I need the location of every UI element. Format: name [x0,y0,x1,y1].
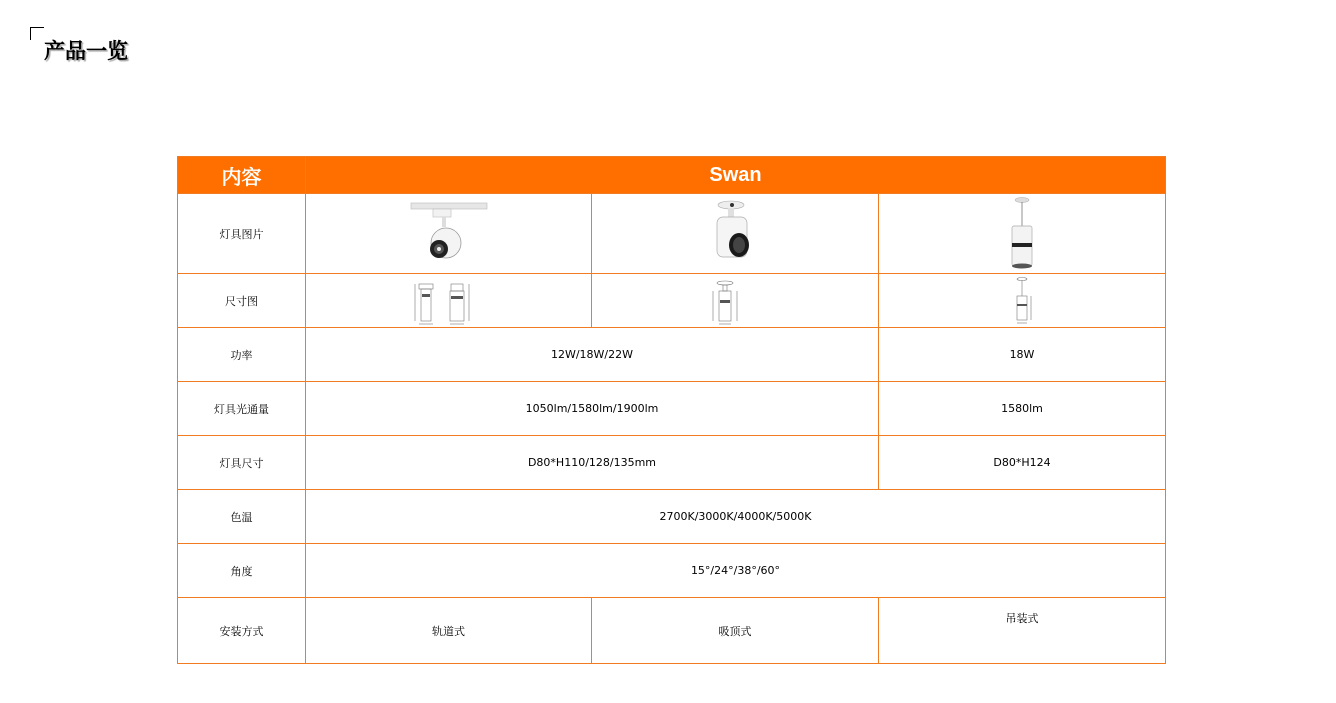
row-label-mount: 安装方式 [178,598,306,664]
mount-value-pendant: 吊装式 [879,598,1166,664]
table-row [178,490,1166,544]
flux-value-track-surface: 1050lm/1580lm/1900lm [306,382,879,436]
page-title: 产品一览 [44,39,128,63]
table-row [178,328,1166,382]
table-row [178,436,1166,490]
row-label-size: 灯具尺寸 [178,436,306,490]
surface-dimension-drawing [592,274,879,328]
table-row [178,598,1166,664]
mount-value-surface: 吸顶式 [592,598,879,664]
table-header-row [178,157,1166,194]
product-spec-table [177,156,1166,664]
table-row [178,382,1166,436]
row-label-angle: 角度 [178,544,306,598]
table-row [178,544,1166,598]
pendant-dimension-drawing [879,274,1166,328]
angle-value: 15°/24°/38°/60° [306,544,1166,598]
mount-value-track: 轨道式 [306,598,592,664]
row-label-power: 功率 [178,328,306,382]
title-corner-mark [30,27,44,40]
header-product-name: Swan [306,157,1166,194]
size-value-pendant: D80*H124 [879,436,1166,490]
pendant-light-image [879,194,1166,274]
track-dimension-drawing [306,274,592,328]
row-label-image: 灯具图片 [178,194,306,274]
row-label-dimension: 尺寸图 [178,274,306,328]
row-label-flux: 灯具光通量 [178,382,306,436]
row-label-cct: 色温 [178,490,306,544]
surface-light-image [592,194,879,274]
size-value-track-surface: D80*H110/128/135mm [306,436,879,490]
table-row [178,194,1166,274]
flux-value-pendant: 1580lm [879,382,1166,436]
table-row [178,274,1166,328]
power-value-pendant: 18W [879,328,1166,382]
cct-value: 2700K/3000K/4000K/5000K [306,490,1166,544]
header-label: 内容 [178,157,306,194]
power-value-track-surface: 12W/18W/22W [306,328,879,382]
track-light-image [306,194,592,274]
